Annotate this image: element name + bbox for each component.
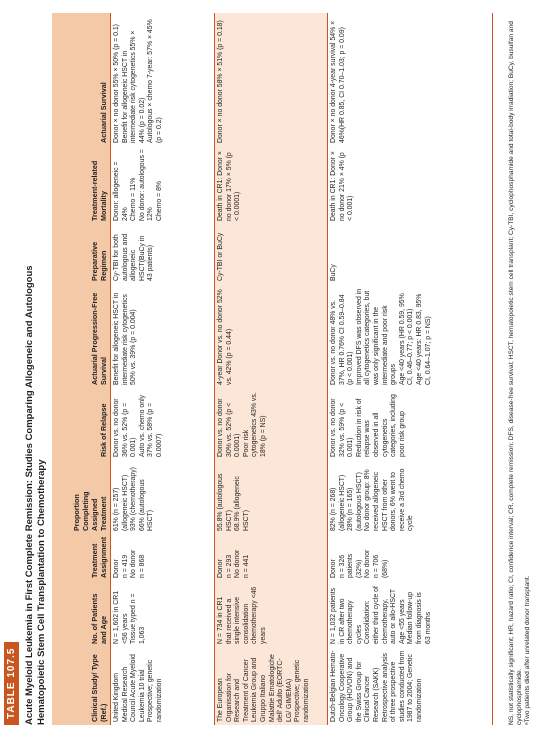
cell-regimen: Cy-TBI or BuCy (215, 224, 328, 284)
cell-study: United Kingdom Medical Research Council Acute Myeloid Leukemia 10 trial Prospective; genetic randomization (111, 647, 215, 725)
cell-assignment: Donor n = 419 No donor n = 868 (111, 534, 215, 581)
cell-assignment: Donor n = 326 patients (32%) No donor n = 706 (68%) (328, 534, 493, 581)
table-footnotes: NS, not statistically significant; HR, hazard ratio; CI, confidence interval; CR, complete remission; DFS, disease-free survival; HSCT, hematopoietic stem cell transplant; Cy-TBI, cyclophosphamide and total-body irradiation; BuCy, busulfan and cyclophosphamide. ᵃTwo patients died after unrelated donor transplant. (508, 21, 531, 725)
cell-relapse: Donor vs. no donor 36% vs. 52% (p = 0.001) Auto vs. chemo only 37% vs. 58% (p = 0.0007) (111, 388, 215, 460)
table-title: Acute Myeloid Leukemia in First Complete Remission: Studies Comparing Allogeneic and Autologous Hematopoietic Stem Cell Transplantation to Chemotherapy (24, 265, 47, 725)
table-label: TABLE 107.5 (4, 642, 19, 725)
col-header-pfs: Actuarial Progression-Free Survival (52, 284, 111, 388)
cell-survival: Donor × no donor 4-year survival 54% × 46%(HR 0.85, CI 0.70–1.03; p = 0.09) (328, 13, 493, 146)
cell-patients: N = 1,032 patients in CR after two chemotherapy cycles Consolidation: either third cycle of chemotherapy, auto or allo-HSCT Age <55 years Median follow-up from diagnosis is 63 months (328, 581, 493, 647)
cell-assignment: Donor n = 293 No donor n = 441 (215, 534, 328, 581)
col-header-study: Clinical Study/ Type (Ref.) (52, 647, 111, 725)
table-row (328, 13, 493, 725)
col-header-trm: Treatment-related Mortality (52, 146, 111, 224)
col-header-assignment: Treatment Assignment (52, 534, 111, 581)
cell-trm: Death in CR1: Donor × no donor 17% × 5% (p < 0.0001) (215, 146, 328, 224)
cell-patients: N = 1,602 in CR1 <56 years Tissue typed n = 1,063 (111, 581, 215, 647)
col-header-regimen: Preparative Regimen (52, 224, 111, 284)
cell-trm: Death in CR1: Donor × no donor 21% × 4% (p < 0.001) (328, 146, 493, 224)
col-header-proportion: Proportion Completing Assigned Treatment (52, 460, 111, 534)
col-header-survival: Actuarial Survival (52, 13, 111, 146)
cell-relapse: Donor vs. no donor 30% vs. 52% (p < 0.0001) Poor risk cytogenetics 43% vs. 18% (p = NS) (215, 388, 328, 460)
cell-survival: Donor × no donor 55% × 50% (p = 0.1) Benefit for allogeneic HSCT in intermediate risk cytogenetics 55% × 44% (p = 0.02) Autologous × chemo 7-year: 57% × 45% (p = 0.2) (111, 13, 215, 146)
cell-study: Dutch-Belgian Hemato-Oncology Cooperative Group (HOVON) and the Swiss Group for Clinical Cancer Research (SAKK) Retrospective analysis of three prospective studies conducted from 1987 to 2004; Genetic randomization (328, 647, 493, 725)
table-row (111, 13, 215, 725)
col-header-patients: No. of Patients and Age (52, 581, 111, 647)
cell-regimen: Cy-TBI for both autologous and allogeneic HSCT(BuCy in 43 patients) (111, 224, 215, 284)
cell-pfs: Donor vs. no donor 48% vs. 37%, HR 0.76% CI 0.59–0.84 (p < 0.001) Improved DFS was observed in all cytogenetics categories, but was only significant in the intermediate and poor risk groups Age <40 years (HR 0.59, 95% CI, 0.46–0.77; p < 0.001) Age <40 years: HR 0.83, 95% CI, 0.64–1.07; p = NS) (328, 284, 493, 388)
cell-survival: Donor × no donor 58% × 51% (p = 0.18) (215, 13, 328, 146)
table-row (215, 13, 328, 725)
data-table (52, 13, 493, 725)
cell-proportion: 55.8% (autologous HSCT) 68.9% (allogeneic HSCT) (215, 460, 328, 534)
cell-patients: N = 734 in CR1 that received a single intensive consolidation chemotherapy <46 years (215, 581, 328, 647)
cell-proportion: 82% (n = 268) (allogeneic HSCT) 28% (n = 165) (autologous HSCT) No donor group: 8% received allogeneic HSCT from other donors, 6% went to receive a 3rd chemo cycle (328, 460, 493, 534)
col-header-relapse: Risk of Relapse (52, 388, 111, 460)
header-row (52, 13, 111, 725)
cell-regimen: BuCy (328, 224, 493, 284)
cell-trm: Donor: allogeneic = 24% Chemo = 11% No donor: autologous = 12% Chemo = 8% (111, 146, 215, 224)
cell-pfs: Benefit for allogeneic HSCT in intermediate risk cytogenetics 50% vs. 39% (p = 0.004) (111, 284, 215, 388)
cell-relapse: Donor vs. no donor 32% vs. 59% (p < 0.001) Reduction in risk of relapse was observed in all cytogenetics categories, including poor risk group (328, 388, 493, 460)
cell-pfs: 4-year Donor vs. no donor 52% vs. 42% (p = 0.44) (215, 284, 328, 388)
cell-study: The European Organisation for Research and Treatment of Cancer Leukemia Group and Gruppo Italiano Malattie Ematologiche dell' Adulto (EORTC-LG/ GIMEMA) Prospective; genetic randomization (215, 647, 328, 725)
cell-proportion: 61% (n = 257) (allogeneic HSCT) 93% (chemotherapy) 66% (autologous HSCT) (111, 460, 215, 534)
